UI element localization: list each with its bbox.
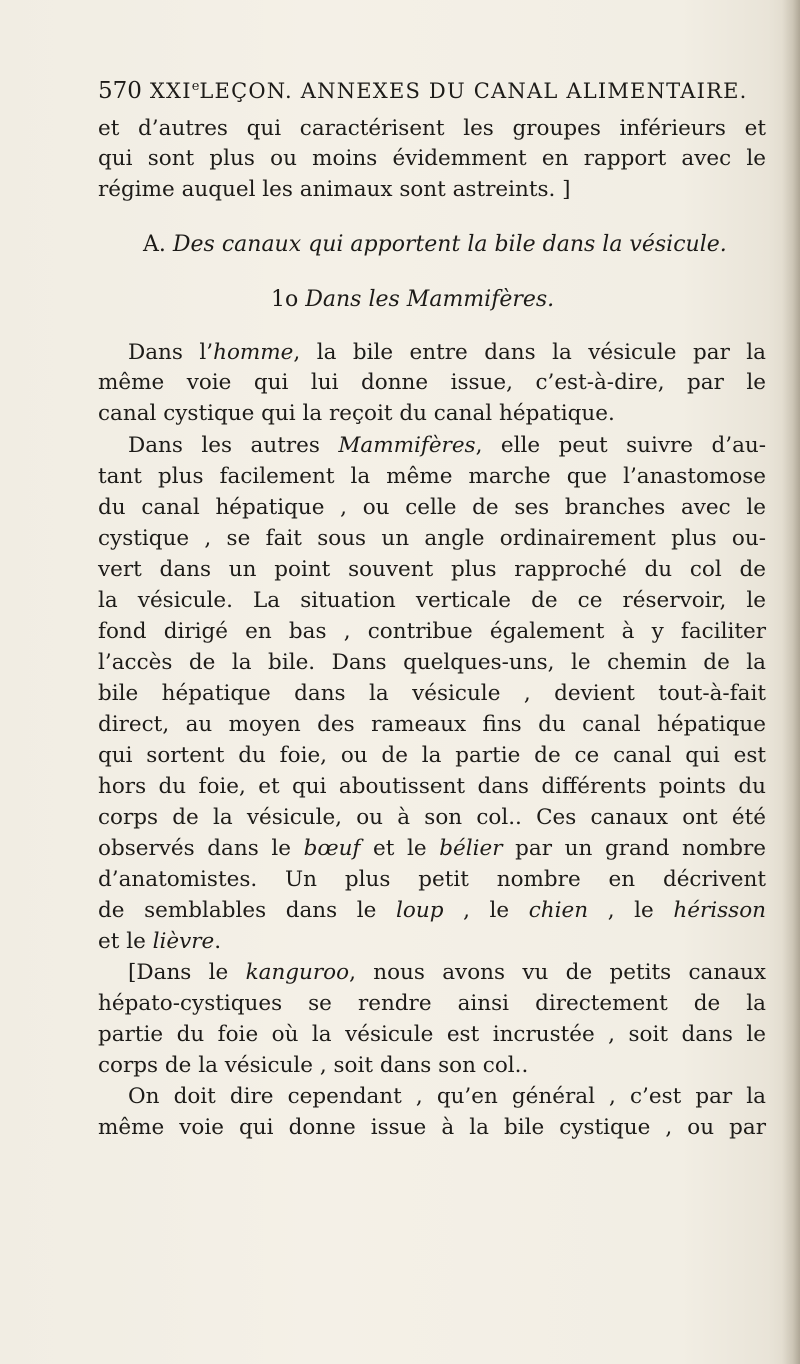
text-line: l’accès de la bile. Dans quelques-uns, le chemin de la [98, 650, 766, 675]
text-line: canal cystique qui la reçoit du canal hépatique. [98, 401, 615, 426]
text-line: même voie qui donne issue à la bile cystique , ou par [98, 1115, 766, 1140]
text-line: la vésicule. La situation verticale de ce réservoir, le [98, 588, 766, 613]
section-heading-a [143, 234, 727, 256]
section-title: Des canaux qui apportent la bile dans la vésicule. [172, 232, 727, 257]
running-header [98, 78, 748, 104]
text-line: et le lièvre. [98, 929, 222, 954]
text-line: observés dans le bœuf et le bélier par un grand nombre [98, 836, 766, 861]
page-edge-shadow [782, 0, 800, 1364]
text-line: partie du foie où la vésicule est incrustée , soit dans le [98, 1022, 766, 1047]
text-line: hépato-cystiques se rendre ainsi directement de la [98, 991, 766, 1016]
text-line: fond dirigé en bas , contribue également à y faciliter [98, 619, 766, 644]
text-line: corps de la vésicule, ou à son col.. Ces canaux ont été [98, 805, 766, 830]
lecon-superscript: e [191, 79, 200, 94]
page-number: 570 [98, 78, 142, 104]
text-line: du canal hépatique , ou celle de ses branches avec le [98, 495, 766, 520]
lecon-number: XXI [149, 79, 192, 103]
text-line: [Dans le kanguroo, nous avons vu de petits canaux [128, 960, 767, 985]
text-line: vert dans un point souvent plus rapproché du col de [98, 557, 766, 582]
text-line: et d’autres qui caractérisent les groupes inférieurs et [98, 116, 766, 141]
text-line: direct, au moyen des rameaux fins du canal hépatique [98, 712, 766, 737]
text-line: qui sortent du foie, ou de la partie de ce canal qui est [98, 743, 766, 768]
text-line: On doit dire cependant , qu’en général , c’est par la [128, 1084, 766, 1109]
text-line: Dans les autres Mammifères, elle peut suivre d’au- [128, 433, 766, 458]
text-line: cystique , se fait sous un angle ordinairement plus ou- [98, 526, 766, 551]
text-line: bile hépatique dans la vésicule , devient tout-à-fait [98, 681, 766, 706]
running-title: LEÇON. ANNEXES DU CANAL ALIMENTAIRE. [199, 79, 748, 103]
text-line: d’anatomistes. Un plus petit nombre en décrivent [98, 867, 766, 892]
text-line: hors du foie, et qui aboutissent dans différents points du [98, 774, 766, 799]
text-line: régime auquel les animaux sont astreints. ] [98, 177, 571, 202]
text-line: tant plus facilement la même marche que l’anastomose [98, 464, 766, 489]
subsection-number: 1o [271, 287, 299, 312]
section-letter: A. [143, 232, 166, 257]
text-line: corps de la vésicule , soit dans son col.. [98, 1053, 529, 1078]
text-line: de semblables dans le loup , le chien , le hérisson [98, 898, 766, 923]
text-line: même voie qui lui donne issue, c’est-à-dire, par le [98, 370, 766, 395]
text-line: Dans l’homme, la bile entre dans la vésicule par la [128, 340, 766, 365]
subsection-title: Dans les Mammifères. [305, 287, 555, 312]
subsection-heading [271, 289, 554, 311]
text-line: qui sont plus ou moins évidemment en rapport avec le [98, 146, 766, 171]
